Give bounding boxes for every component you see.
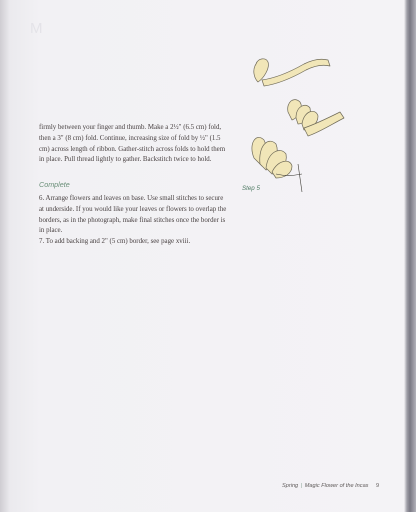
ribbon-first-fold-figure <box>254 59 330 86</box>
ribbon-gathered-fan-figure <box>252 137 292 178</box>
ghost-header-mark: M <box>30 20 44 37</box>
footer-section: Spring <box>282 483 299 489</box>
paragraph-step-continued: firmly between your finger and thumb. Make a 2½" (6.5 cm) fold, then a 3" (8 cm) fold. Continue, increasing size of fold by ½" (1.5 cm) across length of ribbon. Gather-stitch across folds to hold them in place. Pull thread lightly to gather. Backstitch twice to hold. <box>39 124 226 164</box>
paragraph-step-6: 6. Arrange flowers and leaves on base. Use small stitches to secure at underside. If you would like your leaves or flowers to overlap the borders, as in the photograph, make final stitches once the border is in place. <box>39 194 227 235</box>
page-binding-edge <box>404 0 416 512</box>
paragraph-step-7: 7. To add backing and 2" (5 cm) border, see page xviii. <box>39 238 191 246</box>
page-number: 9 <box>376 483 380 489</box>
ribbon-multiple-folds-figure <box>288 100 344 136</box>
page-footer <box>282 483 379 489</box>
instructions-text <box>39 123 229 248</box>
footer-separator: | <box>300 483 303 489</box>
footer-title: Magic Flower of the Incas <box>304 483 369 489</box>
step-5-caption: Step 5 <box>242 185 260 192</box>
ribbon-folding-illustration <box>232 48 352 198</box>
section-heading-complete: Complete <box>39 180 70 190</box>
